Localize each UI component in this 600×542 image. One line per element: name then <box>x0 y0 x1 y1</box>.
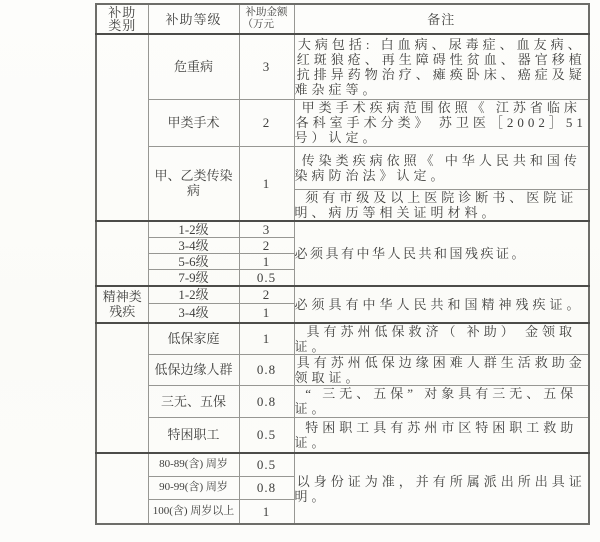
category-cell-serious <box>96 34 148 221</box>
table-row <box>96 417 589 453</box>
category-cell-mental: 精神类残疾 <box>96 286 148 323</box>
table-row <box>96 453 589 476</box>
header-category-line2: 类别 <box>108 18 137 33</box>
amount-cell: 1 <box>239 253 294 269</box>
note-cell: 必须具有中华人民共和国精神残疾证。 <box>294 286 589 323</box>
level-cell: 1-2级 <box>148 286 239 304</box>
note-cell: “ 三无、五保” 对象具有三无、五保证。 <box>294 385 589 417</box>
level-cell: 5-6级 <box>148 253 239 269</box>
table-row <box>96 99 589 146</box>
table-row <box>96 146 589 189</box>
header-category <box>96 4 148 34</box>
level-cell: 90-99(含) 周岁 <box>148 476 239 499</box>
amount-cell: 3 <box>239 34 294 99</box>
note-cell: 须有市级及以上医院诊断书、医院证明、病历等相关证明材料。 <box>294 189 589 221</box>
amount-cell: 0.8 <box>239 354 294 385</box>
category-cell-lowincome <box>96 323 148 454</box>
table-row <box>96 34 589 99</box>
category-cell-elderly <box>96 453 148 524</box>
note-cell: 以身份证为准，并有所属派出所出具证明。 <box>294 453 589 524</box>
level-cell: 3-4级 <box>148 304 239 323</box>
table-row <box>96 385 589 417</box>
table-header-row <box>96 4 589 34</box>
amount-cell: 2 <box>239 99 294 146</box>
amount-cell: 1 <box>239 323 294 355</box>
amount-cell: 0.5 <box>239 269 294 286</box>
table-row <box>96 354 589 385</box>
amount-cell: 1 <box>239 304 294 323</box>
note-cell: 大病包括: 白血病、尿毒症、血友病、红斑狼疮、再生障碍性贫血、器官移植抗排异药物治疗、瘫痪卧床、癌症及疑难杂症等。 <box>294 34 589 99</box>
header-note: 备注 <box>294 4 589 34</box>
level-cell: 三无、五保 <box>148 385 239 417</box>
level-cell: 1-2级 <box>148 221 239 238</box>
header-amount-line1: 补助金额 <box>245 7 288 18</box>
level-cell: 低保边缘人群 <box>148 354 239 385</box>
level-cell: 7-9级 <box>148 269 239 286</box>
header-level: 补助等级 <box>148 4 239 34</box>
amount-cell: 3 <box>239 221 294 238</box>
note-cell: 甲类手术疾病范围依照《 江苏省临床各科室手术分类》 苏卫医［2002］51号）认定。 <box>294 99 589 146</box>
note-cell: 具有苏州低保救济（ 补助） 金领取证。 <box>294 323 589 355</box>
amount-cell: 2 <box>239 237 294 253</box>
level-cell: 80-89(含) 周岁 <box>148 453 239 476</box>
level-cell: 3-4级 <box>148 237 239 253</box>
table-row <box>96 323 589 355</box>
amount-cell: 1 <box>239 499 294 524</box>
level-cell: 甲类手术 <box>148 99 239 146</box>
amount-cell: 0.8 <box>239 385 294 417</box>
level-cell: 低保家庭 <box>148 323 239 355</box>
level-cell: 特困职工 <box>148 417 239 453</box>
note-cell: 特困职工具有苏州市区特困职工救助证。 <box>294 417 589 453</box>
level-cell: 危重病 <box>148 34 239 99</box>
header-category-line1: 补助 <box>108 5 137 20</box>
level-cell: 100(含) 周岁以上 <box>148 499 239 524</box>
header-amount-line2: （万元 <box>242 19 274 30</box>
amount-cell: 0.5 <box>239 453 294 476</box>
table-row <box>96 221 589 238</box>
subsidy-table <box>95 3 590 525</box>
note-cell: 必须具有中华人民共和国残疾证。 <box>294 221 589 286</box>
header-amount <box>239 4 294 34</box>
amount-cell: 0.5 <box>239 417 294 453</box>
table-row <box>96 286 589 304</box>
amount-cell: 2 <box>239 286 294 304</box>
category-cell-disability <box>96 221 148 286</box>
level-cell: 甲、乙类传染病 <box>148 146 239 221</box>
amount-cell: 1 <box>239 146 294 221</box>
note-cell: 具有苏州低保边缘困难人群生活救助金领取证。 <box>294 354 589 385</box>
amount-cell: 0.8 <box>239 476 294 499</box>
note-cell: 传染类疾病依照《 中华人民共和国传染病防治法》认定。 <box>294 146 589 189</box>
